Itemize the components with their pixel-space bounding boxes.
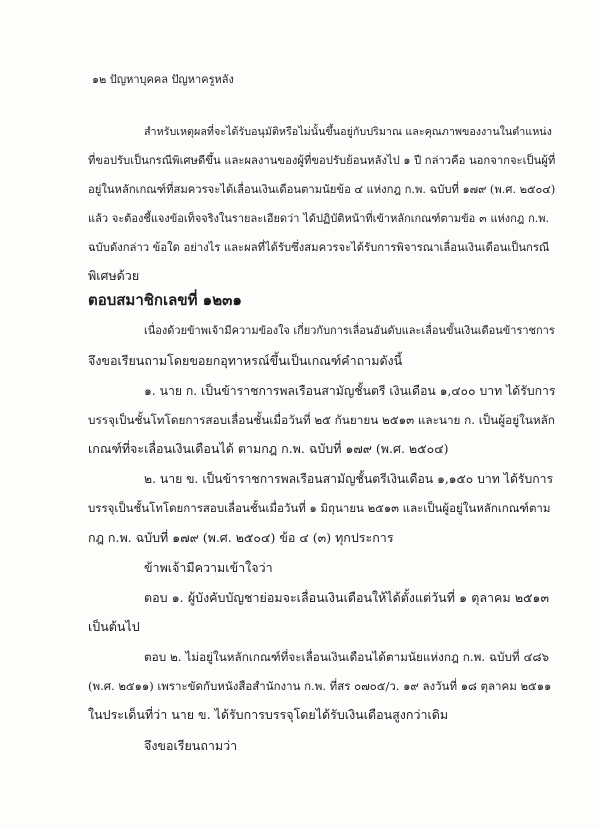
answer-2-line: (พ.ศ. ๒๕๑๑) เพราะขัดกับหนังสือสำนักงาน ก.พ. ที่สร ๐๗๐๕/ว. ๑๙ ลงวันที่ ๑๘ ตุลาคม ๒๕๑๑ — [88, 679, 552, 693]
paragraph-line: ที่ขอปรับเป็นกรณีพิเศษดีขึ้น และผลงานของผู้ที่ขอปรับย้อนหลังไป ๑ ปี กล่าวคือ นอกจากจะเป็นผู้ที่ — [88, 154, 556, 167]
item-2-line: บรรจุเป็นชั้นโทโดยการสอบเลื่อนชั้นเมื่อวันที่ ๑ มิถุนายน ๒๕๑๓ และเป็นผู้อยู่ในหลักเกณฑ์ตาม — [88, 501, 551, 515]
intro-line: จึงขอเรียนถามโดยขอยกอุทาหรณ์ขึ้นเป็นเกณฑ์คำถามดังนี้ — [88, 353, 403, 368]
paragraph-line: ฉบับดังกล่าว ข้อใด อย่างไร และผลที่ได้รับซึ่งสมควรจะได้รับการพิจารณาเลื่อนเงินเดือนเป็นกรณี — [88, 241, 550, 254]
intro-line: เนื่องด้วยข้าพเจ้ามีความข้องใจ เกี่ยวกับการเลื่อนอันดับและเลื่อนขั้นเงินเดือนข้าราชการ — [144, 324, 555, 337]
answer-2-line: ตอบ ๒. ไม่อยู่ในหลักเกณฑ์ที่จะเลื่อนเงินเดือนได้ตามนัยแห่งกฎ ก.พ. ฉบับที่ ๔๘๖ — [144, 650, 549, 664]
paragraph-line: แล้ว จะต้องชี้แจงข้อเท็จจริงในรายละเอียดว่า ได้ปฏิบัติหน้าที่เข้าหลักเกณฑ์ตามข้อ ๓ แห่งกฎ ก.พ. — [88, 212, 549, 225]
page-header: ๑๒ ปัญหาบุคคล ปัญหาครูหลัง — [92, 73, 234, 86]
closing-line: จึงขอเรียนถามว่า — [144, 738, 238, 753]
answer-1-line: เป็นต้นไป — [88, 619, 140, 634]
understanding-line: ข้าพเจ้ามีความเข้าใจว่า — [144, 560, 273, 575]
answer-1-line: ตอบ ๑. ผู้บังคับบัญชาย่อมจะเลื่อนเงินเดือนให้ได้ตั้งแต่วันที่ ๑ ตุลาคม ๒๕๑๓ — [144, 590, 549, 605]
item-1-line: บรรจุเป็นชั้นโทโดยการสอบเลื่อนชั้นเมื่อวันที่ ๒๕ กันยายน ๒๕๑๓ และนาย ก. เป็นผู้อยู่ในหลัก — [88, 413, 555, 427]
paragraph-line: อยู่ในหลักเกณฑ์ที่สมควรจะได้เลื่อนเงินเดือนตามนัยข้อ ๔ แห่งกฎ ก.พ. ฉบับที่ ๑๗๙ (พ.ศ. ๒๕๐๔) — [88, 183, 556, 196]
item-2-line: ๒. นาย ข. เป็นข้าราชการพลเรือนสามัญชั้นตรีเงินเดือน ๑,๑๕๐ บาท ได้รับการ — [144, 472, 554, 486]
paragraph-line: สำหรับเหตุผลที่จะได้รับอนุมัติหรือไม่นั้นขึ้นอยู่กับปริมาณ และคุณภาพของงานในตำแหน่ง — [144, 125, 552, 138]
item-2-line: กฎ ก.พ. ฉบับที่ ๑๗๙ (พ.ศ. ๒๕๐๔) ข้อ ๔ (๓) ทุกประการ — [88, 530, 394, 545]
answer-2-line: ในประเด็นที่ว่า นาย ข. ได้รับการบรรจุโดยได้รับเงินเดือนสูงกว่าเดิม — [88, 707, 449, 722]
paragraph-line: พิเศษด้วย — [88, 268, 140, 283]
item-1-line: เกณฑ์ที่จะเลื่อนเงินเดือนได้ ตามกฎ ก.พ. ฉบับที่ ๑๗๙ (พ.ศ. ๒๕๐๔) — [88, 441, 449, 456]
item-1-line: ๑. นาย ก. เป็นข้าราชการพลเรือนสามัญชั้นตรี เงินเดือน ๑,๔๐๐ บาท ได้รับการ — [144, 384, 556, 398]
section-heading: ตอบสมาชิกเลขที่ ๑๒๓๑ — [88, 291, 242, 309]
